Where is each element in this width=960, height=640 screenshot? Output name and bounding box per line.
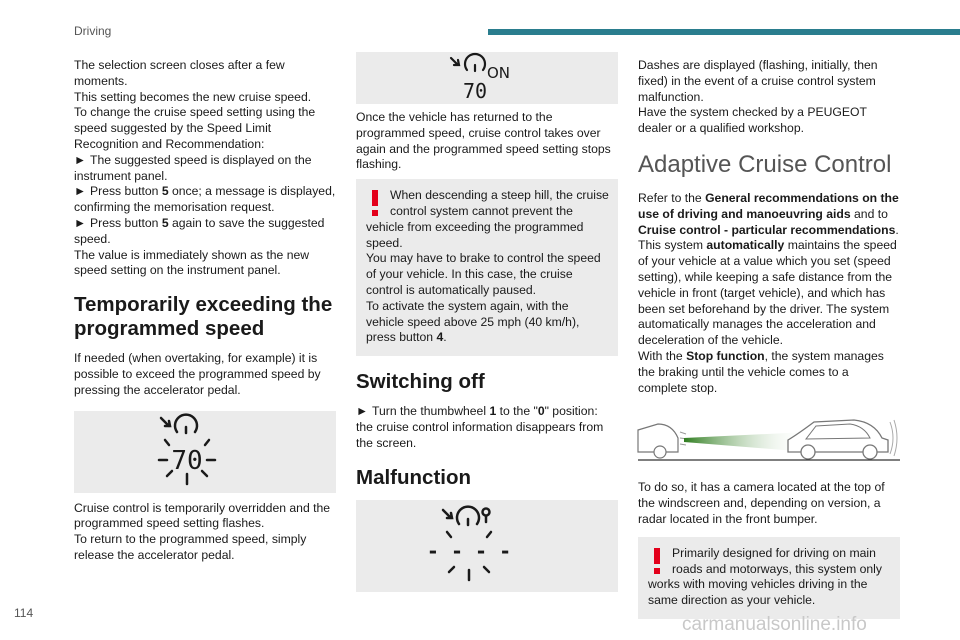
warning-box: When descending a steep hill, the cruise control system cannot prevent the vehicle from exceeding the programmed speed. You may have to brake to control the speed of your vehicle. In this case, the cruise control is automatically paused. To activate the system again, with the vehicle speed above 25 mph (40 km/h), press button 4. [356,179,618,356]
adaptive-cruise-illustration [638,412,900,468]
paragraph: This system automatically maintains the speed of your vehicle at a value which you set (speed setting), while keeping a safe distance from the vehicle in front (target vehicle), and which has been set beforehand by the driver. The system automatically manages the acceleration and deceleration of the vehicle. [638,238,897,348]
paragraph: To do so, it has a camera located at the top of the windscreen and, depending on version, a radar located in the front bumper. [638,480,885,526]
exclamation-icon [648,548,666,574]
paragraph: The selection screen closes after a few moments. [74,58,285,88]
speed-on-display [356,52,618,104]
bullet-item: ► Press button 5 once; a message is displayed, confirming the memorisation request. [74,184,336,215]
section-heading: Temporarily exceeding the programmed speed [74,293,333,341]
section-heading: Malfunction [356,465,472,489]
speedometer-icon [155,414,255,490]
speedometer-icon [447,54,527,102]
header-accent-bar [488,29,960,35]
column-3 [638,58,900,619]
watermark: carmanualsonline.info [682,614,867,635]
column-2 [356,52,618,592]
svg-text:ON: ON [487,64,511,82]
bullet-item: ► Press button 5 again to save the suggested speed. [74,215,325,246]
paragraph: Once the vehicle has returned to the programmed speed, cruise control takes over again and the programmed speed setting stops flashing. [356,110,611,172]
section-heading: Adaptive Cruise Control [638,150,892,178]
warning-box: Primarily designed for driving on main roads and motorways, this system only works with moving vehicles driving in the same direction as your vehicle. [638,537,900,619]
svg-text:70: 70 [462,79,488,103]
paragraph: Have the system checked by a PEUGEOT dealer or a qualified workshop. [638,105,867,136]
paragraph: Refer to the General recommendations on the use of driving and manoeuvring aids and to Cruise control - particular recommendations. [638,190,899,237]
column-1 [74,58,336,564]
exclamation-icon [366,190,384,216]
section-heading: Switching off [356,370,485,394]
paragraph: ► Turn the thumbwheel 1 to the "0" position: the cruise control information disappears from the screen. [356,404,604,450]
paragraph: This setting becomes the new cruise speed. [74,89,312,104]
paragraph: To return to the programmed speed, simply release the accelerator pedal. [74,532,307,562]
malfunction-display [356,500,618,592]
car-following-icon [638,412,900,468]
paragraph: With the Stop function, the system manages the braking until the vehicle comes to a complete stop. [638,348,884,395]
bullet-item: ► The suggested speed is displayed on the instrument panel. [74,152,312,183]
speedometer-icon [426,506,537,586]
section-title: Driving [74,24,112,38]
page-number: 114 [14,606,34,620]
paragraph: To change the cruise speed setting using the speed suggested by the Speed Limit Recognition and Recommendation: [74,105,316,151]
paragraph: Cruise control is temporarily overridden and the programmed speed setting flashes. [74,500,331,531]
svg-text:- - - -: - - - - [426,538,512,563]
paragraph: Dashes are displayed (flashing, initially, then fixed) in the event of a cruise control system malfunction. [638,58,878,104]
speed-flashing-display [74,411,336,493]
paragraph: If needed (when overtaking, for example) it is possible to exceed the programmed speed by pressing the accelerator pedal. [74,351,321,397]
paragraph: The value is immediately shown as the new speed setting on the instrument panel. [74,247,310,278]
svg-text:70: 70 [171,445,203,476]
